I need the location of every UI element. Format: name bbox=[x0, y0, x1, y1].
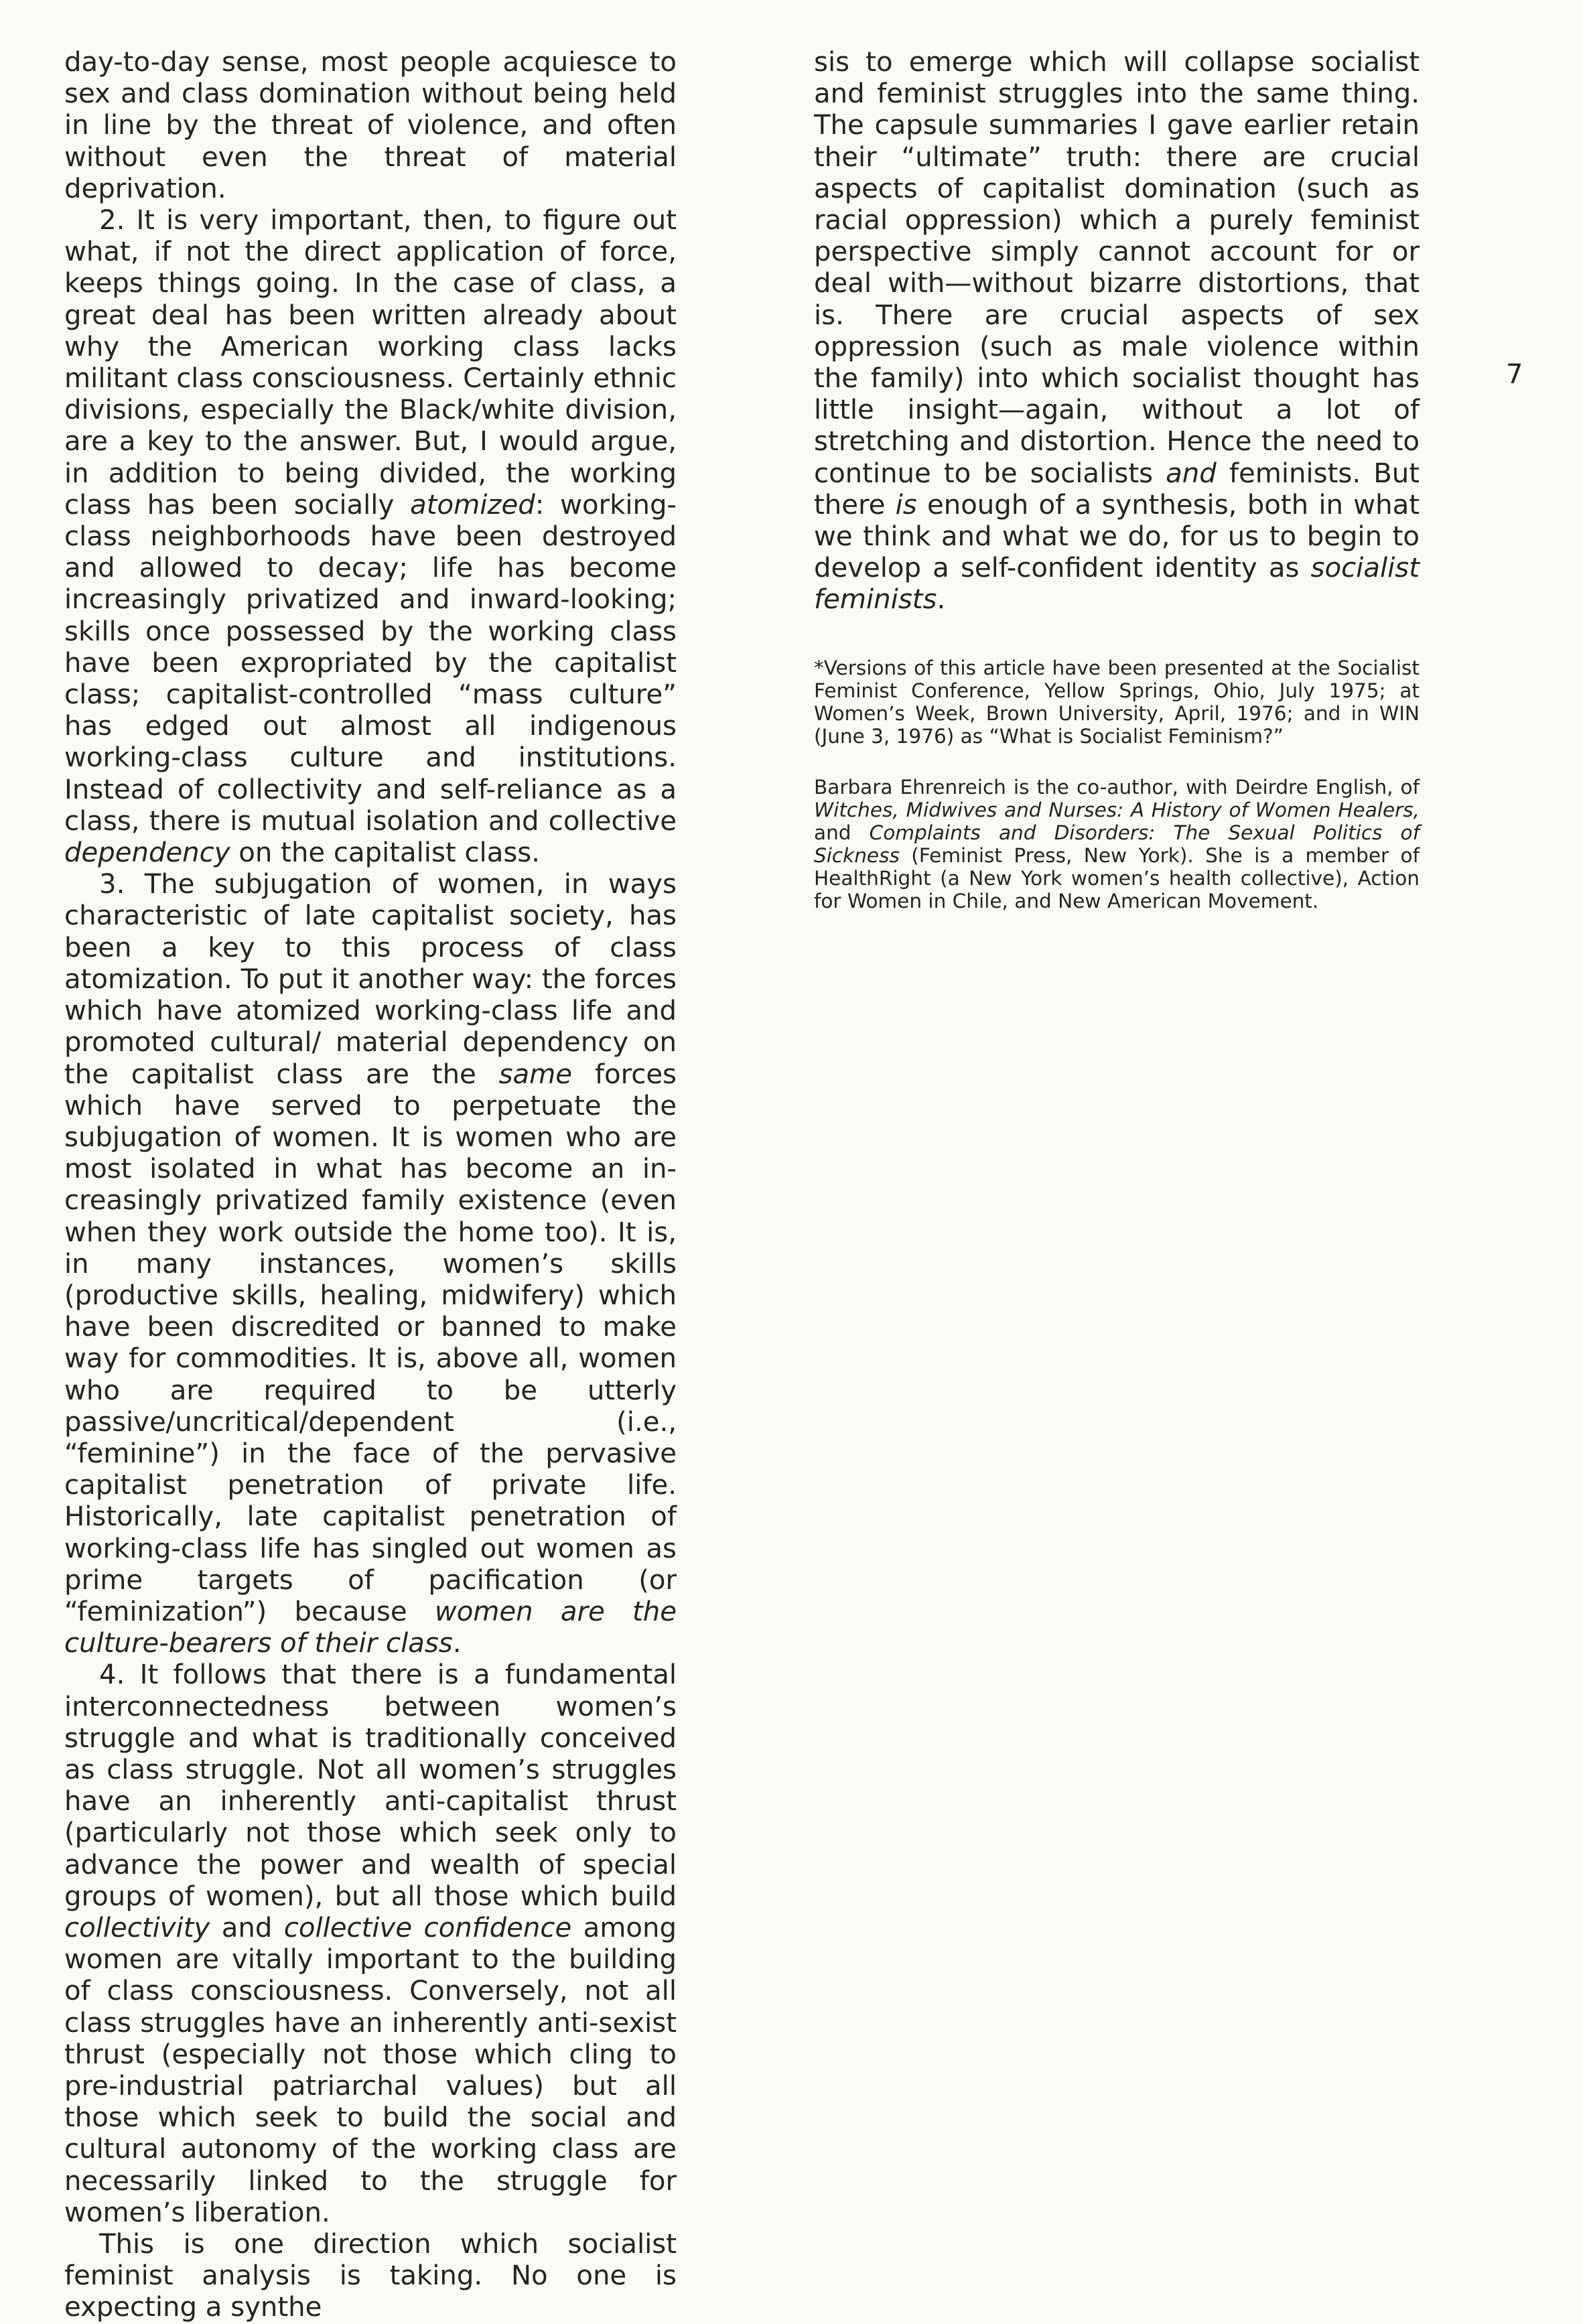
text-run: *Versions of this article have been presented at the Socialist Feminist Conference, Yellow Springs, Ohio, July 1975; at Women’s Week, Brown University, April, 1976; and in WIN (June 3, 1976) as “What is Socialist Feminism?” bbox=[814, 656, 1420, 748]
paragraph bbox=[64, 2229, 677, 2324]
text-run: : working-class neighborhoods have been destroyed and allowed to decay; life has become increasingly privatized and inward-looking; skills once possessed by the working class have been expropriated by the capitalist class; capitalist-controlled “mass culture” has edged out almost all indigenous working-class culture and institutions. Instead of collectivity and self-reliance as a class, there is mutual isolation and collective bbox=[64, 489, 677, 837]
paragraph bbox=[64, 869, 677, 1659]
page-number: 7 bbox=[1506, 359, 1523, 390]
italic-text: dependency bbox=[64, 837, 230, 869]
text-run: . bbox=[452, 1628, 462, 1659]
italic-text: Complaints and Disorders: The Sexual Politics of Sickness bbox=[814, 821, 1420, 867]
author-bio bbox=[814, 776, 1420, 912]
text-run: forces which have served to perpetuate the subjugation of women. It is women who are most isolated in what has become an increasingly privatized family existence (even when they work outside the home too). It is, in many instances, women’s skills (productive skills, healing, midwifery) which have been discredited or banned to make way for commodities. It is, above all, women who are required to be utterly passive/uncritical/dependent (i.e., “feminine”) in the face of the pervasive capitalist penetration of private life. Historically, late capitalist penetration of working-class life has singled out women as prime targets of pacification (or “feminization”) because bbox=[64, 1058, 677, 1627]
text-run: Barbara Ehrenreich is the co-author, with Deirdre English, of bbox=[814, 775, 1420, 799]
text-run: enough of a synthesis, both in what we think and what we do, for us to begin to develop a self-confident identity as bbox=[814, 489, 1420, 584]
italic-text: Witches, Midwives and Nurses: A History of Women Healers, bbox=[814, 798, 1420, 821]
text-run: 4. It follows that there is a fundamental interconnectedness between women’s struggle and what is traditionally conceived as class struggle. Not all women’s struggles have an inherently anti-capitalist thrust (particularly not those which seek only to advance the power and wealth of special groups of women), but all those which build bbox=[64, 1659, 677, 1912]
paragraph bbox=[814, 47, 1420, 616]
text-run: feminists. But there bbox=[814, 458, 1420, 521]
text-run: day-to-day sense, most people acquiesce to sex and class domination without being held in line by the threat of violence, and often without even the threat of material deprivation. bbox=[64, 47, 677, 204]
text-run: (Feminist Press, New York). She is a member of HealthRight (a New York women’s health collective), Action for Women in Chile, and New American Movement. bbox=[814, 843, 1420, 912]
italic-text: atomized bbox=[410, 489, 535, 521]
paragraph bbox=[64, 205, 677, 869]
text-run: . bbox=[937, 584, 946, 616]
italic-text: and bbox=[1166, 458, 1217, 489]
text-run: This is one direction which socialist feminist analysis is taking. No one is expecting a synthe bbox=[64, 2229, 677, 2323]
right-column bbox=[814, 47, 1420, 912]
right-column-body bbox=[814, 47, 1420, 616]
text-run: and bbox=[210, 1912, 284, 1943]
italic-text: is bbox=[895, 489, 917, 521]
text-run: 3. The subjugation of women, in ways characteristic of late capitalist society, has been a key to this process of class atomization. To put it another way: the forces which have atomized working-class life and promoted cultural/ material dependency on the capitalist class are the bbox=[64, 869, 677, 1090]
text-run: and bbox=[814, 821, 870, 844]
left-column bbox=[64, 47, 677, 2324]
italic-text: collective confidence bbox=[283, 1912, 572, 1943]
italic-text: same bbox=[498, 1058, 573, 1090]
paragraph bbox=[64, 1659, 677, 2229]
text-run: sis to emerge which will collapse socialist and feminist struggles into the same thing. The capsule summaries I gave earlier retain their “ultimate” truth: there are crucial aspects of capitalist domination (such as racial oppression) which a purely feminist perspective simply cannot account for or deal with—without bizarre distortions, that is. There are crucial aspects of sex oppression (such as male violence within the family) into which socialist thought has little insight—again, without a lot of stretching and distortion. Hence the need to continue to be socialists bbox=[814, 47, 1420, 489]
italic-text: women are the culture-bearers of their class bbox=[64, 1596, 677, 1659]
italic-text: socialist feminists bbox=[814, 553, 1420, 616]
italic-text: collectivity bbox=[64, 1912, 210, 1943]
paragraph bbox=[64, 47, 677, 205]
text-run: 2. It is very important, then, to figure out what, if not the direct application of force, keeps things going. In the case of class, a great deal has been written already about why the American working class lacks militant class consciousness. Certainly ethnic divisions, especially the Black/white division, are a key to the answer. But, I would argue, in addition to being divided, the working class has been socially bbox=[64, 205, 677, 521]
text-run: among women are vitally important to the building of class consciousness. Conversely, not all class struggles have an inherently anti-sexist thrust (especially not those which cling to pre-industrial patriarchal values) but all those which seek to build the social and cultural autonomy of the working class are necessarily linked to the struggle for women’s liberation. bbox=[64, 1912, 677, 2228]
footnote bbox=[814, 657, 1420, 748]
text-run: on the capitalist class. bbox=[230, 837, 540, 869]
